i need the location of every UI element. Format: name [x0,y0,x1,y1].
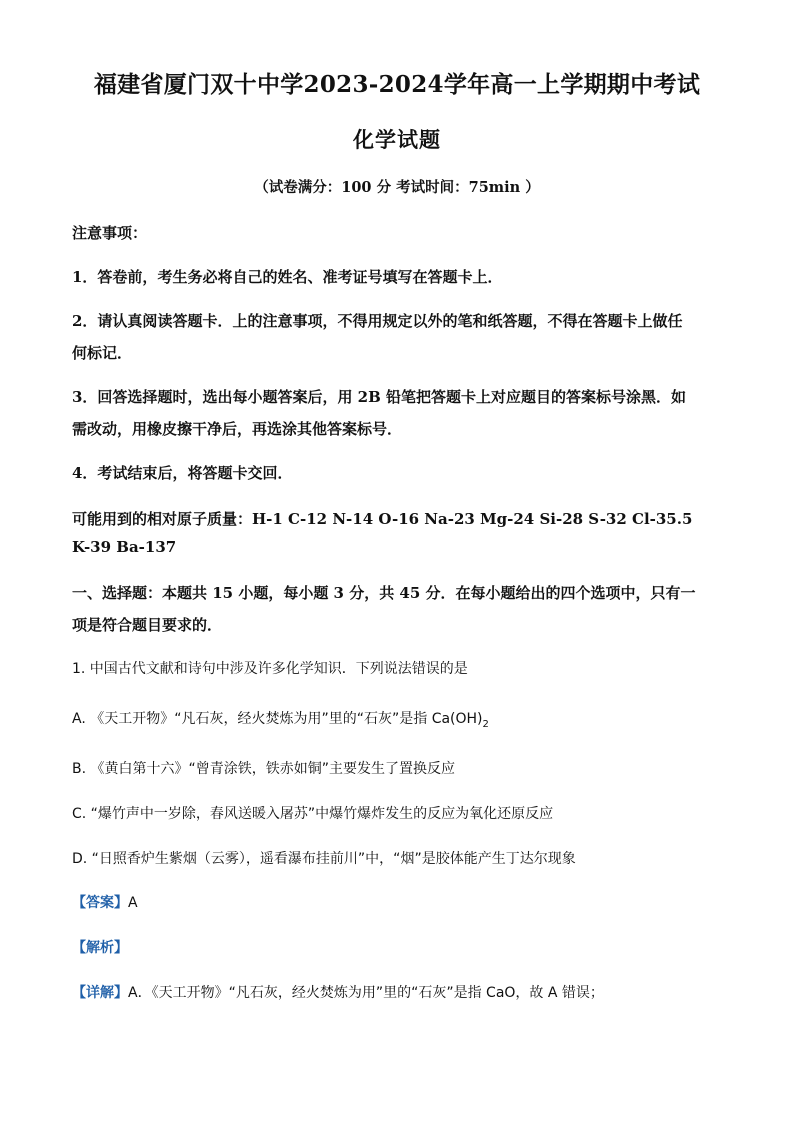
section-heading-line-2: 项是符合题目要求的． [72,616,223,634]
option-c: C. “爆竹声中一岁除，春风送暖入屠苏”中爆竹爆炸发生的反应为氧化还原反应 [72,806,554,822]
option-a-subscript: 2 [482,719,489,730]
notice-item-1: 1．答卷前，考生务必将自己的姓名、准考证号填写在答题卡上． [72,268,503,286]
notice-item-3-line-1: 3．回答选择题时，选出每小题答案后，用 2B 铅笔把答题卡上对应题目的答案标号涂黑．如 [72,388,687,406]
atomic-masses-line-1: 可能用到的相对原子质量：H-1 C-12 N-14 O-16 Na-23 Mg-24 Si-28 S-32 Cl-35.5 [72,510,693,528]
option-d: D. “日照香炉生紫烟（云雾），遥看瀑布挂前川”中，“烟”是胶体能产生丁达尔现象 [72,851,576,867]
analysis-line [72,937,724,957]
page-title: 福建省厦门双十中学2023-2024学年高一上学期期中考试 [93,71,701,98]
detail-text: A．《天工开物》“凡石灰，经火焚炼为用”里的“石灰”是指 CaO，故 A 错误； [128,985,604,1001]
analysis-tag: 【解析】 [72,940,128,956]
option-a-text: A. 《天工开物》“凡石灰，经火焚炼为用”里的“石灰”是指 Ca(OH) [72,711,483,727]
notice-item-2-line-1: 2．请认真阅读答题卡．上的注意事项，不得用规定以外的笔和纸答题，不得在答题卡上做任 [72,312,683,330]
notice-heading: 注意事项： [72,224,148,242]
answer-line [72,892,724,912]
detail-tag: 【详解】 [72,985,128,1001]
notice-item-3-line-2: 需改动，用橡皮擦干净后，再选涂其他答案标号． [72,420,403,438]
atomic-masses-line-2: K-39 Ba-137 [72,538,177,556]
answer-value: A [128,895,138,911]
detail-line [72,982,724,1002]
section-heading-line-1: 一、选择题：本题共 15 小题，每小题 3 分，共 45 分．在每小题给出的四个选项中，只有一 [72,584,696,602]
subject-title: 化学试题 [353,127,441,152]
notice-item-4: 4．考试结束后，将答题卡交回． [72,464,293,482]
option-b: B. 《黄白第十六》“曾青涂铁，铁赤如铜”主要发生了置换反应 [72,761,456,777]
option-a [72,708,724,730]
answer-tag: 【答案】 [72,895,128,911]
exam-meta: （试卷满分：100 分 考试时间：75min ） [254,179,540,196]
notice-item-2-line-2: 何标记． [72,344,133,362]
question-stem: 1. 中国古代文献和诗句中涉及许多化学知识．下列说法错误的是 [72,661,468,677]
